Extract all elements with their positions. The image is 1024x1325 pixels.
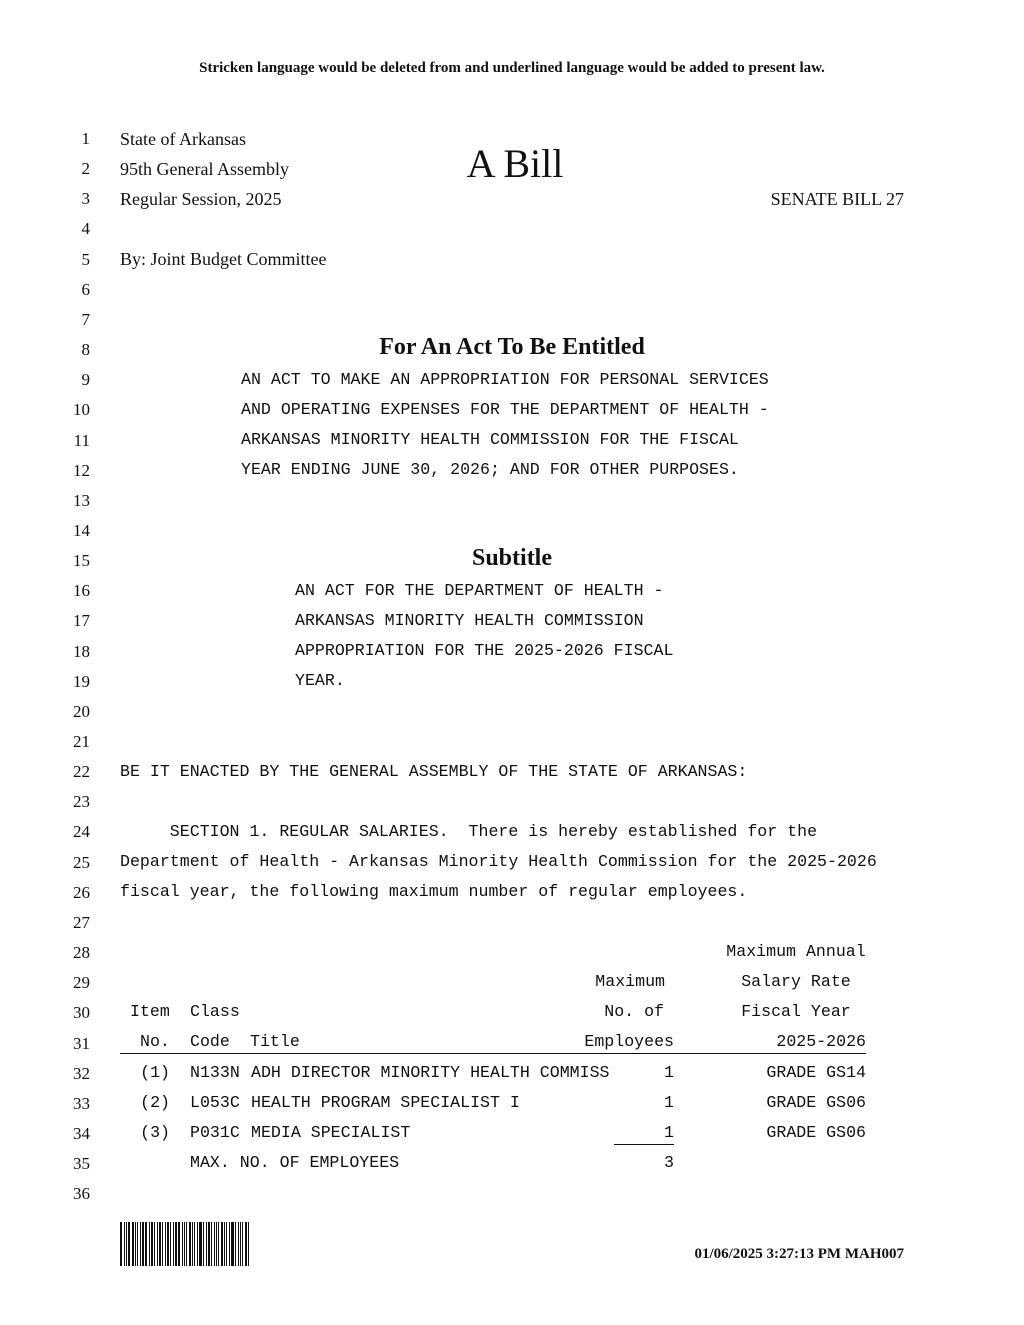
- line-number: 20: [73, 701, 90, 721]
- section-1-text: SECTION 1. REGULAR SALARIES. There is hereby established for the: [120, 822, 818, 841]
- header-max-annual: Maximum Annual: [726, 942, 866, 961]
- barcode-bar: [199, 1222, 202, 1266]
- barcode-bar: [149, 1222, 150, 1266]
- barcode-bar: [248, 1222, 249, 1266]
- barcode-bar: [238, 1222, 240, 1266]
- line-number: 3: [81, 189, 90, 209]
- barcode-bar: [221, 1222, 223, 1266]
- enacting-clause: BE IT ENACTED BY THE GENERAL ASSEMBLY OF THE STATE OF ARKANSAS:: [120, 762, 748, 781]
- barcode-bar: [159, 1222, 161, 1266]
- barcode-bar: [162, 1222, 163, 1266]
- line-number: 16: [73, 581, 90, 601]
- total-label: MAX. NO. OF EMPLOYEES: [190, 1153, 400, 1172]
- line-number: 8: [81, 340, 90, 360]
- barcode-bar: [192, 1222, 193, 1266]
- line-number: 2: [81, 159, 90, 179]
- header-maximum: Maximum: [595, 972, 665, 991]
- line-number: 29: [73, 973, 90, 993]
- section-1-text: fiscal year, the following maximum number of regular employees.: [120, 882, 748, 901]
- line-number: 10: [73, 400, 90, 420]
- line-number: 7: [81, 309, 90, 329]
- row-title: MEDIA SPECIALIST: [251, 1123, 411, 1142]
- barcode-bar: [216, 1222, 217, 1266]
- barcode-bar: [194, 1222, 195, 1266]
- barcode-bar: [214, 1222, 215, 1266]
- line-number: 33: [73, 1093, 90, 1113]
- barcode-bar: [242, 1222, 243, 1266]
- barcode-bar: [211, 1222, 212, 1266]
- barcode-bar: [135, 1222, 136, 1266]
- line-number: 32: [73, 1063, 90, 1083]
- barcode-bar: [175, 1222, 178, 1266]
- amendment-notice: Stricken language would be deleted from and underlined language would be added to present law.: [199, 60, 825, 76]
- line-number: 27: [73, 912, 90, 932]
- line-number: 15: [73, 551, 90, 571]
- row-count: 1: [664, 1123, 674, 1142]
- row-item: (1): [140, 1063, 170, 1082]
- header-fiscal-year: Fiscal Year: [741, 1002, 851, 1021]
- header-title: Title: [250, 1032, 300, 1051]
- section-1-text: Department of Health - Arkansas Minority Health Commission for the 2025-2026: [120, 852, 877, 871]
- state-name: State of Arkansas: [120, 129, 246, 149]
- header-employees: Employees: [584, 1032, 674, 1051]
- barcode-bar: [167, 1222, 169, 1266]
- barcode-bar: [128, 1222, 130, 1266]
- row-code: N133N: [190, 1063, 240, 1082]
- line-number: 21: [73, 732, 90, 751]
- row-code: L053C: [190, 1093, 240, 1112]
- act-title-line: ARKANSAS MINORITY HEALTH COMMISSION FOR THE FISCAL: [241, 430, 739, 449]
- barcode-bar: [178, 1222, 180, 1266]
- row-grade: GRADE GS06: [766, 1093, 866, 1112]
- barcode-bar: [170, 1222, 171, 1266]
- line-number: 23: [73, 792, 90, 812]
- line-number: 1: [81, 129, 90, 148]
- line-number: 5: [81, 249, 90, 269]
- row-item: (2): [140, 1093, 170, 1112]
- barcode-bar: [157, 1222, 158, 1266]
- header-code: Code: [190, 1032, 230, 1051]
- line-number: 17: [73, 611, 90, 631]
- row-title: HEALTH PROGRAM SPECIALIST I: [251, 1093, 520, 1112]
- session: Regular Session, 2025: [120, 189, 282, 209]
- barcode-bar: [208, 1222, 210, 1266]
- act-title-heading: For An Act To Be Entitled: [379, 334, 645, 360]
- header-no-of: No. of: [604, 1002, 664, 1021]
- barcode-bar: [184, 1222, 185, 1266]
- header-class: Class: [190, 1002, 240, 1021]
- subtitle-line: ARKANSAS MINORITY HEALTH COMMISSION: [295, 611, 644, 630]
- header-item: Item: [130, 1002, 170, 1021]
- line-number: 36: [73, 1184, 90, 1204]
- barcode-bar: [165, 1222, 166, 1266]
- subtitle-line: AN ACT FOR THE DEPARTMENT OF HEALTH -: [295, 581, 664, 600]
- line-number: 26: [73, 882, 90, 902]
- footer-timestamp: 01/06/2025 3:27:13 PM MAH007: [694, 1246, 904, 1262]
- barcode-bar: [218, 1222, 220, 1266]
- line-number: 19: [73, 671, 90, 691]
- line-number: 9: [81, 370, 90, 390]
- bill-number: SENATE BILL 27: [770, 189, 904, 209]
- act-title-line: AND OPERATING EXPENSES FOR THE DEPARTMENT OF HEALTH -: [241, 400, 769, 419]
- document-type: A Bill: [466, 141, 564, 186]
- row-title: ADH DIRECTOR MINORITY HEALTH COMMISS: [251, 1063, 610, 1082]
- barcode-bar: [206, 1222, 207, 1266]
- row-count: 1: [664, 1093, 674, 1112]
- line-number: 25: [73, 852, 90, 872]
- line-number: 34: [73, 1123, 90, 1143]
- line-number: 12: [73, 460, 90, 480]
- subtitle-line: APPROPRIATION FOR THE 2025-2026 FISCAL: [295, 641, 674, 660]
- barcode-bar: [182, 1222, 183, 1266]
- line-number: 18: [73, 641, 90, 661]
- barcode-bar: [120, 1222, 122, 1266]
- subtitle-heading: Subtitle: [471, 545, 552, 571]
- barcode-bar: [145, 1222, 147, 1266]
- barcode-bar: [229, 1222, 230, 1266]
- line-number: 13: [73, 490, 90, 510]
- line-number: 31: [73, 1033, 90, 1053]
- barcode-bar: [197, 1222, 199, 1266]
- barcode-bar: [203, 1222, 204, 1266]
- barcode-bar: [142, 1222, 144, 1266]
- line-number: 30: [73, 1003, 90, 1023]
- row-count: 1: [664, 1063, 674, 1082]
- line-number: 35: [73, 1154, 90, 1174]
- line-number: 22: [73, 762, 90, 782]
- line-number: 6: [81, 279, 90, 299]
- barcode-bar: [189, 1222, 191, 1266]
- line-number: 11: [73, 430, 90, 450]
- act-title-line: AN ACT TO MAKE AN APPROPRIATION FOR PERSONAL SERVICES: [241, 370, 769, 389]
- subtitle-line: YEAR.: [295, 671, 345, 690]
- barcode-bar: [186, 1222, 187, 1266]
- barcode-bar: [240, 1222, 241, 1266]
- barcode-bar: [231, 1222, 234, 1266]
- row-grade: GRADE GS14: [766, 1063, 866, 1082]
- header-no: No.: [140, 1032, 170, 1051]
- barcode-bar: [137, 1222, 138, 1266]
- barcode-bar: [124, 1222, 125, 1266]
- barcode-bar: [151, 1222, 154, 1266]
- line-number: 24: [73, 822, 90, 842]
- row-code: P031C: [190, 1123, 240, 1142]
- line-number: 28: [73, 943, 90, 963]
- barcode-bar: [235, 1222, 236, 1266]
- sponsor: By: Joint Budget Committee: [120, 249, 327, 269]
- general-assembly: 95th General Assembly: [120, 159, 289, 179]
- row-grade: GRADE GS06: [766, 1123, 866, 1142]
- line-number: 14: [73, 520, 90, 540]
- barcode-bar: [140, 1222, 141, 1266]
- header-salary-rate: Salary Rate: [741, 972, 851, 991]
- barcode-bar: [132, 1222, 135, 1266]
- barcode-bar: [224, 1222, 225, 1266]
- line-number: 4: [81, 219, 90, 239]
- barcode-bar: [154, 1222, 155, 1266]
- total-value: 3: [664, 1153, 674, 1172]
- barcode-bar: [226, 1222, 227, 1266]
- barcode-bar: [126, 1222, 127, 1266]
- barcode-bar: [173, 1222, 174, 1266]
- header-year: 2025-2026: [776, 1032, 866, 1051]
- row-item: (3): [140, 1123, 170, 1142]
- barcode: [120, 1222, 250, 1266]
- act-title-line: YEAR ENDING JUNE 30, 2026; AND FOR OTHER PURPOSES.: [241, 460, 739, 479]
- barcode-bar: [245, 1222, 247, 1266]
